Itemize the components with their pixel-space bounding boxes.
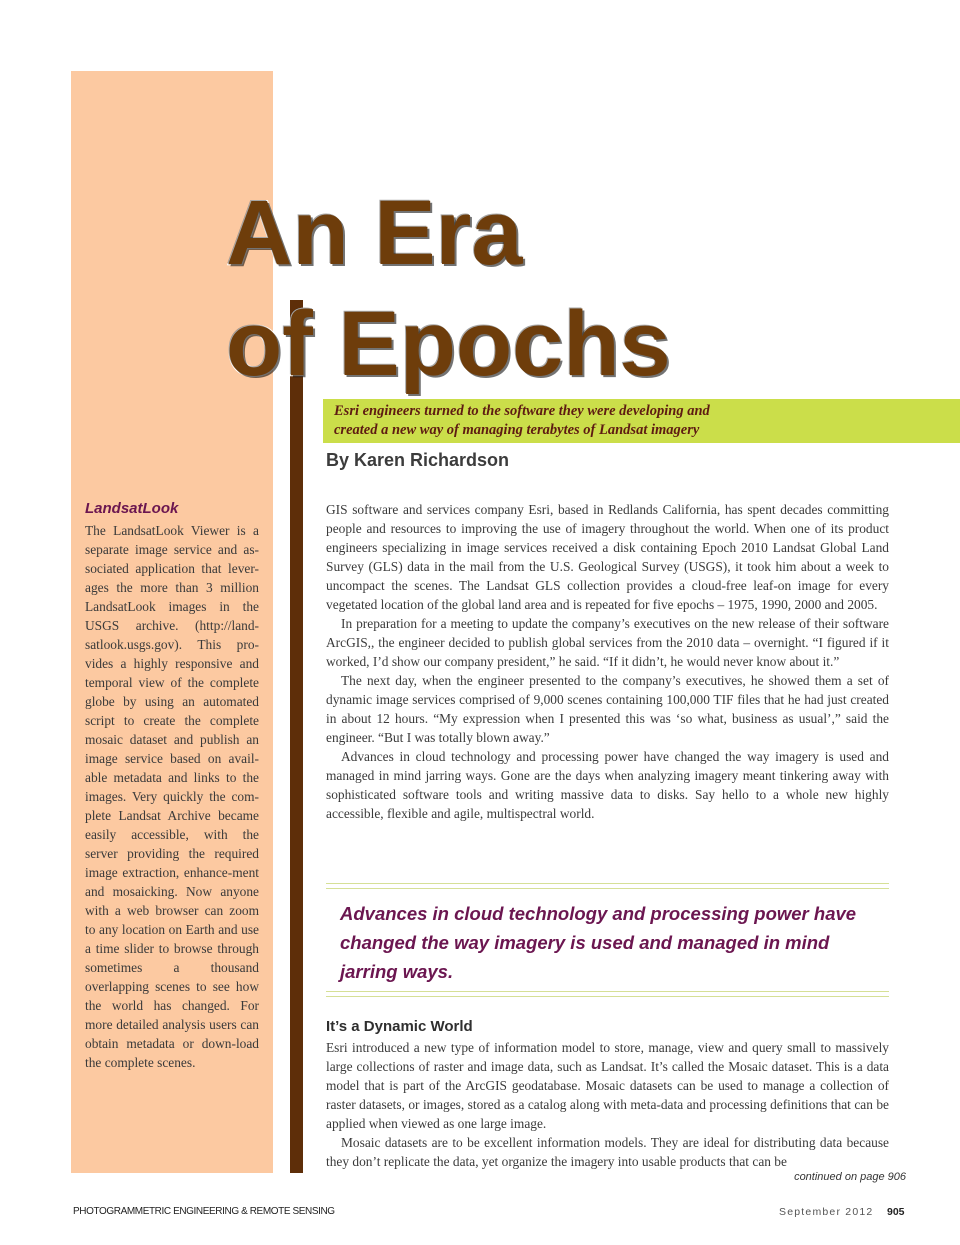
intro-paragraph: The next day, when the engineer presented to the company’s executives, he showed them a set of dynamic image services comprised of 9,000 scenes containing 100,000 TIF files that he had just created in about 12 hours. “My expression when I presented this was ‘so what, business as usual’,” said the engineer. “But I was totally blown away.” <box>326 673 889 745</box>
section-paragraph: Mosaic datasets are to be excellent information models. They are ideal for distributing data because they don’t replicate the data, yet organize the imagery into usable products that can be <box>326 1135 889 1169</box>
article-title-line-2: of Epochs <box>226 293 671 395</box>
pull-quote-rule-bottom <box>326 991 889 997</box>
intro-paragraph: GIS software and services company Esri, based in Redlands California, has spent decades committing people and resources to improving the use of imagery throughout the world. When one of its product engineers specializing in image services received a disk containing Epoch 2010 Landsat Global Land Survey (GLS) data in the mail from the U.S. Geological Survey (USGS), it took him about a week to uncompact the scenes. The Landsat GLS collection provides a cloud-free leaf-on image for every vegetated location of the global land area and is repeated for five epochs – 1975, 1990, 2000 and 2005. <box>326 502 889 612</box>
continued-note: continued on page 906 <box>794 1171 906 1183</box>
section-paragraph: Esri introduced a new type of information model to store, manage, view and query small to massively large collections of raster and image data, such as Landsat. It’s called the Mosaic dataset. This is a data model that is part of the ArcGIS geodatabase. Mosaic datasets can be used to manage a collection of raster datasets, or images, stored as a catalog along with meta-data and processing definitions that can be applied when viewed as one large image. <box>326 1040 889 1131</box>
vertical-divider-bar <box>290 300 303 1173</box>
page-number: 905 <box>887 1206 905 1218</box>
subtitle-line-1: Esri engineers turned to the software they were developing and <box>334 403 710 419</box>
intro-paragraph: Advances in cloud technology and processing power have changed the way imagery is used and managed in mind jarring ways. Gone are the days when analyzing imagery meant tinkering away with sophisticated software tools and writing massive data to disks. Say hello to a whole new highly accessible, flexible and agile, multispectral world. <box>326 749 889 821</box>
intro-body <box>326 500 889 823</box>
section-heading: It’s a Dynamic World <box>326 1018 473 1035</box>
section-body <box>326 1038 889 1171</box>
pull-quote-rule-top <box>326 883 889 889</box>
subtitle-line-2: created a new way of managing terabytes of Landsat imagery <box>334 422 700 438</box>
intro-paragraph: In preparation for a meeting to update the company’s executives on the new release of their software ArcGIS,, the engineer decided to publish global services from the 2010 data – overnight. “I figured if it worked, I’d show our company president,” he said. “If it didn’t, he would never know about it.” <box>326 616 889 669</box>
sidebar-body: The LandsatLook Viewer is a separate image service and as-sociated application that lever-ages the more than 3 million LandsatLook images in the USGS archive. (http://land-satlook.usgs.gov). This pro-vides a highly responsive and temporal view of the complete globe by using an automated script to create the complete mosaic dataset and publish an image service based on avail-able metadata and links to the images. Very quickly the com-plete Landsat Archive became easily accessible, with the server providing the required image extraction, enhance-ment and mosaicking. Now anyone with a web browser can zoom to any location on Earth and use a time slider to browse through sometimes a thousand overlapping scenes to see how the world has changed. For more detailed analysis users can obtain metadata or down-load the complete scenes. <box>85 523 259 1070</box>
article-subtitle <box>334 402 774 440</box>
issue-date: September 2012 <box>779 1206 874 1218</box>
journal-name: PHOTOGRAMMETRIC ENGINEERING & REMOTE SENSING <box>73 1206 335 1217</box>
sidebar-heading: LandsatLook <box>85 500 179 517</box>
byline: By Karen Richardson <box>326 450 510 470</box>
pull-quote: Advances in cloud technology and processing power have changed the way imagery is used and managed in mind jarring ways. <box>340 903 857 982</box>
article-title-line-1: An Era <box>226 182 523 284</box>
